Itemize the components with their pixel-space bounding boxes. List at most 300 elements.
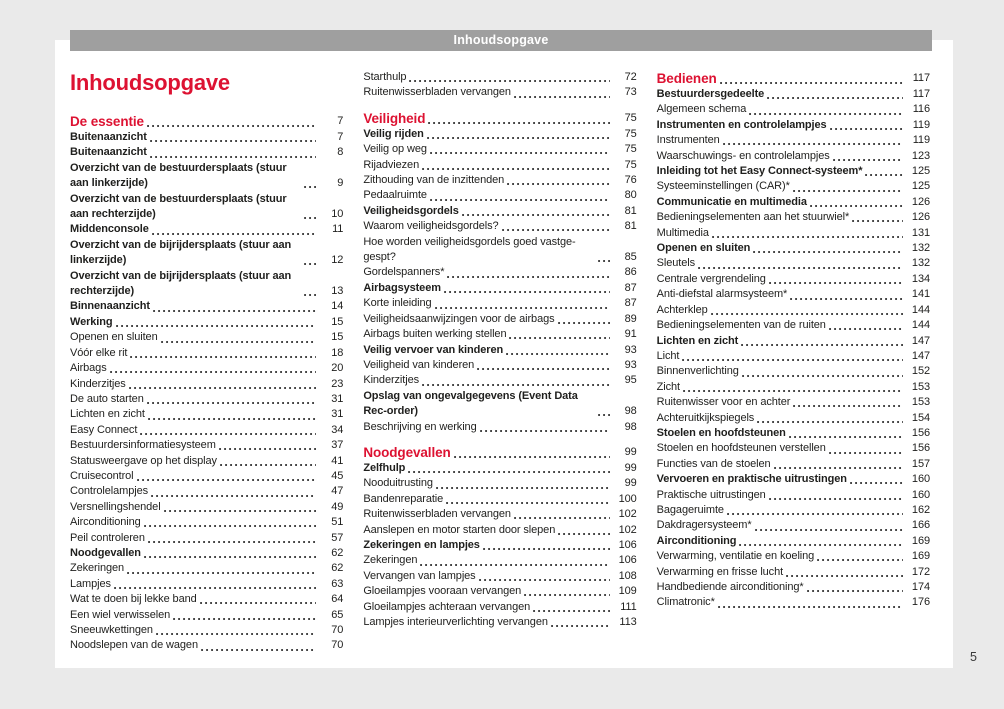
toc-entry-label: Openen en sluiten	[656, 242, 751, 255]
toc-entry	[70, 361, 343, 376]
toc-entry-label: Achterklep	[656, 303, 708, 316]
toc-entry-label: Openen en sluiten	[70, 331, 158, 344]
toc-entry-page: 9	[337, 177, 344, 190]
dot-leader	[829, 322, 903, 334]
toc-entry-label: Functies van de stoelen	[656, 457, 771, 470]
toc-entry-label: Waarom veiligheidsgordels?	[363, 220, 499, 233]
toc-entry-page: 99	[624, 461, 637, 474]
toc-entry-label: Werking	[70, 315, 113, 328]
dot-leader	[682, 352, 903, 364]
toc-entry-label: Binnenverlichting	[656, 365, 739, 378]
toc-entry-label: Veilig op weg	[363, 143, 427, 156]
dot-leader	[144, 519, 317, 531]
toc-entry	[657, 457, 930, 472]
toc-entry-label: Buitenaanzicht	[70, 146, 147, 159]
toc-entry	[363, 507, 636, 522]
toc-entry-page: 119	[912, 118, 930, 131]
dot-leader	[720, 75, 903, 87]
toc-entry	[70, 192, 343, 223]
toc-entry-label: Noodgevallen	[363, 444, 451, 460]
toc-entry	[657, 580, 930, 595]
toc-entry-label: Beschrijving en werking	[363, 420, 477, 433]
toc-entry	[363, 265, 636, 280]
dot-leader	[304, 257, 316, 269]
toc-entry-page: 109	[618, 585, 637, 598]
toc-entry-page: 7	[337, 131, 344, 143]
dot-leader	[200, 596, 317, 608]
toc-entry	[657, 364, 930, 379]
toc-entry-label: Overzicht van de bijrijdersplaats (stuur aan linkerzijde)	[70, 238, 292, 267]
dot-leader	[304, 180, 316, 192]
toc-entry-page: 160	[911, 488, 930, 501]
toc-entry	[657, 426, 930, 441]
toc-column-2	[363, 68, 636, 630]
toc-entry-page: 51	[331, 516, 344, 529]
toc-entry-label: Sleutels	[656, 257, 695, 270]
dot-leader	[741, 337, 903, 349]
toc-entry	[70, 423, 343, 438]
toc-entry-page: 156	[911, 442, 930, 455]
toc-entry-page: 64	[331, 593, 344, 606]
toc-entry-label: Bedieningselementen van de ruiten	[656, 319, 826, 332]
toc-entry-label: Zekeringen	[70, 562, 125, 575]
toc-entry-page: 111	[620, 600, 637, 613]
toc-entry-page: 12	[331, 254, 344, 267]
toc-entry-label: Controlelampjes	[70, 485, 148, 498]
toc-entry-page: 15	[331, 331, 344, 344]
toc-entry-label: Gloeilampjes vooraan vervangen	[363, 585, 522, 598]
toc-entry-label: Wat te doen bij lekke band	[70, 593, 197, 606]
toc-entry-page: 147	[911, 334, 930, 347]
toc-entry	[657, 287, 930, 302]
toc-entry	[363, 235, 636, 266]
dot-leader	[427, 130, 610, 142]
toc-entry-label: Nooduitrusting	[363, 477, 433, 490]
toc-entry-label: Bestuurdersgedeelte	[656, 88, 765, 100]
dot-leader	[304, 210, 316, 222]
dot-leader	[110, 365, 317, 377]
toc-entry	[363, 110, 636, 127]
toc-entry	[657, 226, 930, 241]
dot-leader	[148, 534, 316, 546]
dot-leader	[422, 161, 610, 173]
toc-entry	[657, 164, 930, 179]
dot-leader	[116, 318, 317, 330]
toc-entry	[657, 303, 930, 318]
toc-entry	[657, 318, 930, 333]
toc-entry	[70, 469, 343, 484]
toc-entry-label: Airconditioning	[70, 516, 141, 529]
toc-entry-page: 31	[331, 408, 344, 421]
toc-entry	[70, 161, 343, 192]
toc-entry-label: Kinderzitjes	[70, 377, 126, 390]
toc-entry	[363, 373, 636, 388]
toc-entry-page: 162	[911, 503, 930, 516]
dot-leader	[817, 553, 903, 565]
toc-entry-label: Ruitenwisser voor en achter	[656, 396, 791, 409]
dot-leader	[769, 491, 903, 503]
toc-entry-label: Stoelen en hoofdsteunen verstellen	[656, 442, 826, 455]
toc-entry-page: 80	[624, 189, 637, 202]
toc-entry	[70, 577, 343, 592]
dot-leader	[767, 90, 903, 102]
toc-entry	[363, 523, 636, 538]
toc-entry-label: Communicatie en multimedia	[656, 195, 807, 208]
toc-entry-label: Starthulp	[363, 71, 407, 83]
toc-entry-page: 76	[624, 174, 637, 187]
toc-entry	[363, 461, 636, 476]
toc-entry	[363, 173, 636, 188]
toc-entry-page: 81	[624, 220, 637, 233]
toc-entry-page: 95	[624, 374, 637, 387]
dot-leader	[551, 618, 610, 630]
toc-entry-page: 37	[331, 439, 344, 452]
toc-entry-label: Lampjes interieurverlichting vervangen	[363, 616, 548, 628]
dot-leader	[480, 423, 610, 435]
dot-leader	[428, 115, 609, 127]
toc-entry-label: Instrumenten	[656, 134, 720, 147]
dot-leader	[435, 300, 610, 312]
dot-leader	[444, 284, 610, 296]
toc-entry-page: 106	[618, 554, 637, 567]
toc-entry	[363, 389, 636, 420]
toc-entry-label: Binnenaanzicht	[70, 300, 150, 313]
toc-entry	[70, 608, 343, 623]
toc-entry-label: Noodgevallen	[70, 546, 141, 559]
toc-entry	[363, 296, 636, 311]
toc-entry-label: Sneeuwkettingen	[70, 624, 153, 636]
toc-entry	[363, 204, 636, 219]
toc-entry	[70, 638, 343, 653]
dot-leader	[790, 291, 903, 303]
toc-entry-page: 15	[331, 315, 344, 328]
toc-entry-label: Veiligheidsaanwijzingen voor de airbags	[363, 312, 555, 325]
dot-leader	[558, 315, 610, 327]
toc-entry-page: 153	[911, 380, 930, 393]
toc-entry	[657, 395, 930, 410]
dot-leader	[712, 229, 903, 241]
toc-entry-page: 81	[624, 204, 637, 217]
dot-leader	[742, 368, 903, 380]
dot-leader	[144, 549, 316, 561]
dot-leader	[422, 377, 610, 389]
dot-leader	[829, 445, 903, 457]
toc-entry-page: 108	[618, 569, 637, 582]
toc-entry-page: 47	[331, 485, 344, 498]
toc-entry-label: Veilig rijden	[363, 127, 424, 140]
toc-entry	[70, 407, 343, 422]
toc-entry	[657, 102, 930, 117]
dot-leader	[161, 334, 317, 346]
toc-entry	[657, 179, 930, 194]
toc-entry-page: 141	[911, 288, 930, 301]
toc-entry-label: Airbagsysteem	[363, 281, 441, 294]
toc-entry-label: Statusweergave op het display	[70, 454, 217, 467]
toc-entry-label: Waarschuwings- en controlelampjes	[656, 149, 830, 162]
toc-entry-page: 98	[624, 405, 637, 418]
toc-entry-page: 70	[331, 639, 344, 652]
toc-entry	[657, 349, 930, 364]
dot-leader	[533, 603, 610, 615]
dot-leader	[774, 460, 903, 472]
dot-leader	[430, 146, 610, 158]
toc-entry-page: 166	[911, 519, 930, 532]
toc-entry-page: 57	[331, 531, 344, 544]
dot-leader	[514, 89, 610, 101]
dot-leader	[156, 626, 316, 638]
toc-entry-page: 89	[624, 312, 637, 325]
toc-entry-label: Korte inleiding	[363, 297, 432, 310]
dot-leader	[865, 167, 903, 179]
toc-entry	[70, 377, 343, 392]
toc-entry-label: Verwarming en frisse lucht	[656, 565, 784, 578]
toc-entry-label: Lampjes	[70, 577, 111, 590]
toc-entry-label: Gordelspanners*	[363, 266, 445, 279]
toc-entry-page: 14	[331, 300, 344, 313]
dot-leader	[219, 442, 317, 454]
dot-leader	[479, 572, 610, 584]
dot-leader	[201, 642, 316, 654]
toc-entry-page: 156	[911, 426, 930, 439]
toc-entry-page: 132	[911, 242, 930, 255]
toc-entry-page: 131	[911, 226, 930, 239]
toc-entry-page: 85	[624, 251, 637, 264]
dot-leader	[304, 287, 316, 299]
toc-entry-label: Veiligheidsgordels	[363, 204, 459, 217]
toc-entry-page: 144	[911, 319, 930, 332]
toc-entry-page: 125	[911, 180, 930, 193]
toc-entry-page: 63	[331, 577, 344, 590]
toc-entry-label: Zelfhulp	[363, 461, 406, 474]
toc-entry-label: Gloeilampjes achteraan vervangen	[363, 600, 531, 613]
toc-entry-page: 174	[911, 581, 930, 593]
dot-leader	[514, 511, 610, 523]
dot-leader	[502, 223, 610, 235]
toc-entry-label: De essentie	[70, 114, 144, 129]
dot-leader	[153, 303, 316, 315]
footer-page-number: 5	[970, 650, 977, 664]
toc-entry	[70, 546, 343, 561]
toc-entry	[363, 358, 636, 373]
toc-entry	[657, 149, 930, 164]
toc-entry-label: Noodslepen van de wagen	[70, 639, 198, 652]
toc-entry-label: Instrumenten en controlelampjes	[656, 118, 827, 131]
toc-entry	[363, 127, 636, 142]
toc-entry	[70, 113, 343, 130]
dot-leader	[147, 395, 317, 407]
dot-leader	[420, 557, 609, 569]
toc-entry	[363, 142, 636, 157]
toc-entry-page: 126	[911, 195, 930, 208]
dot-leader	[739, 537, 903, 549]
dot-leader	[462, 207, 610, 219]
toc-entry-label: Vervoeren en praktische uitrustingen	[656, 473, 847, 486]
dot-leader	[129, 380, 317, 392]
toc-entry	[657, 565, 930, 580]
toc-entry-page: 31	[331, 392, 344, 405]
toc-entry	[657, 595, 930, 610]
toc-entry-page: 41	[331, 454, 344, 467]
toc-entry-page: 154	[911, 411, 930, 424]
dot-leader	[430, 192, 610, 204]
dot-leader	[524, 588, 610, 600]
toc-entry	[363, 444, 636, 461]
dot-leader	[114, 580, 316, 592]
toc-entry	[363, 600, 636, 615]
dot-leader	[130, 349, 316, 361]
toc-entry-label: Licht	[656, 349, 680, 362]
toc-entry	[363, 553, 636, 568]
toc-entry	[363, 569, 636, 584]
toc-entry	[70, 130, 343, 145]
toc-entry-page: 75	[624, 158, 637, 171]
toc-entry-page: 153	[911, 396, 930, 409]
toc-entry-page: 87	[624, 281, 637, 294]
toc-entry-label: Zekeringen	[363, 554, 418, 567]
dot-leader	[148, 411, 316, 423]
toc-entry	[363, 343, 636, 358]
page-title: Inhoudsopgave	[70, 70, 230, 95]
toc-entry-page: 93	[624, 343, 637, 356]
toc-entry	[657, 256, 930, 271]
toc-entry	[657, 549, 930, 564]
toc-entry-page: 102	[618, 523, 637, 536]
dot-leader	[151, 488, 316, 500]
toc-entry-label: De auto starten	[70, 392, 144, 405]
dot-leader	[173, 611, 316, 623]
toc-entry-label: Climatronic*	[656, 596, 715, 609]
toc-entry	[363, 158, 636, 173]
dot-leader	[150, 133, 316, 145]
toc-entry-page: 125	[911, 165, 930, 178]
toc-entry	[70, 623, 343, 638]
dot-leader	[446, 495, 609, 507]
toc-entry-label: Handbediende airconditioning*	[656, 581, 804, 593]
toc-entry	[363, 420, 636, 435]
toc-entry-label: Airbags	[70, 362, 107, 375]
toc-entry-label: Zithouding van de inzittenden	[363, 174, 505, 187]
toc-entry-label: Inleiding tot het Easy Connect-systeem*	[656, 165, 863, 178]
toc-entry	[657, 133, 930, 148]
toc-entry	[657, 472, 930, 487]
toc-entry-page: 169	[911, 550, 930, 563]
toc-entry-label: Bedienen	[656, 71, 717, 86]
dot-leader	[477, 361, 609, 373]
toc-entry-label: Easy Connect	[70, 423, 138, 436]
toc-entry-label: Overzicht van de bestuurdersplaats (stuur aan rechterzijde)	[70, 192, 287, 221]
dot-leader	[727, 506, 903, 518]
toc-entry-label: Ruitenwisserbladen vervangen	[363, 86, 511, 99]
dot-leader	[152, 226, 317, 238]
toc-entry	[363, 615, 636, 630]
dot-leader	[447, 269, 609, 281]
toc-entry	[363, 584, 636, 599]
dot-leader	[769, 275, 903, 287]
toc-entry	[70, 454, 343, 469]
toc-entry-label: Veiligheid van kinderen	[363, 358, 475, 371]
toc-entry-label: Centrale vergrendeling	[656, 272, 766, 285]
toc-entry-label: Rijadviezen	[363, 158, 420, 171]
dot-leader	[723, 137, 903, 149]
dot-leader	[786, 568, 903, 580]
dot-leader	[793, 399, 903, 411]
toc-entry-page: 73	[624, 86, 637, 99]
toc-entry	[70, 145, 343, 160]
toc-entry	[70, 330, 343, 345]
toc-entry-label: Airconditioning	[656, 534, 737, 547]
toc-entry-label: Zicht	[656, 380, 680, 393]
toc-entry-label: Veiligheid	[363, 110, 426, 126]
dot-leader	[137, 472, 317, 484]
toc-entry	[657, 534, 930, 549]
dot-leader	[506, 346, 610, 358]
toc-entry-page: 102	[618, 508, 637, 521]
toc-entry-page: 152	[911, 365, 930, 378]
toc-entry-page: 157	[911, 457, 930, 470]
dot-leader	[147, 118, 316, 130]
toc-entry-page: 99	[624, 477, 637, 490]
dot-leader	[793, 183, 903, 195]
toc-entry-label: Bedieningselementen aan het stuurwiel*	[656, 211, 850, 224]
toc-entry	[70, 392, 343, 407]
toc-entry-label: Pedaalruimte	[363, 189, 427, 202]
toc-entry-page: 160	[911, 473, 930, 486]
toc-entry-page: 34	[331, 423, 344, 436]
toc-entry	[657, 380, 930, 395]
toc-entry-page: 62	[331, 562, 344, 575]
toc-entry-page: 23	[331, 377, 344, 390]
toc-entry-page: 91	[624, 328, 637, 341]
dot-leader	[718, 599, 903, 611]
toc-entry	[363, 70, 636, 85]
toc-entry	[70, 484, 343, 499]
toc-entry-page: 75	[624, 111, 637, 124]
dot-leader	[507, 176, 610, 188]
toc-entry-label: Achteruitkijkspiegels	[656, 411, 755, 424]
dot-leader	[698, 260, 903, 272]
toc-entry	[657, 518, 930, 533]
toc-entry-label: Een wiel verwisselen	[70, 608, 171, 621]
toc-entry-page: 11	[332, 223, 344, 236]
toc-entry-label: Overzicht van de bestuurdersplaats (stuur aan linkerzijde)	[70, 161, 287, 190]
dot-leader	[220, 457, 316, 469]
dot-leader	[830, 121, 903, 133]
toc-entry-label: Lichten en zicht	[656, 334, 739, 347]
toc-entry	[657, 195, 930, 210]
toc-entry-page: 75	[624, 127, 637, 140]
toc-entry	[657, 488, 930, 503]
toc-entry-label: Vóór elke rit	[70, 346, 128, 359]
toc-entry-label: Zekeringen en lampjes	[363, 538, 480, 551]
toc-entry	[363, 492, 636, 507]
toc-entry-label: Praktische uitrustingen	[656, 488, 766, 501]
toc-entry-label: Buitenaanzicht	[70, 131, 147, 143]
toc-entry-label: Bandenreparatie	[363, 492, 444, 505]
dot-leader	[852, 214, 903, 226]
toc-entry	[70, 269, 343, 300]
dot-leader	[757, 414, 903, 426]
toc-entry-label: Aanslepen en motor starten door slepen	[363, 523, 556, 536]
toc-entry	[70, 438, 343, 453]
toc-entry-label: Dakdragersysteem*	[656, 519, 752, 532]
dot-leader	[408, 464, 609, 476]
toc-entry-page: 62	[331, 546, 344, 559]
toc-entry-label: Algemeen schema	[656, 103, 747, 116]
toc-entry-page: 18	[331, 346, 344, 359]
toc-entry	[657, 70, 930, 87]
toc-entry	[363, 538, 636, 553]
toc-entry	[657, 411, 930, 426]
